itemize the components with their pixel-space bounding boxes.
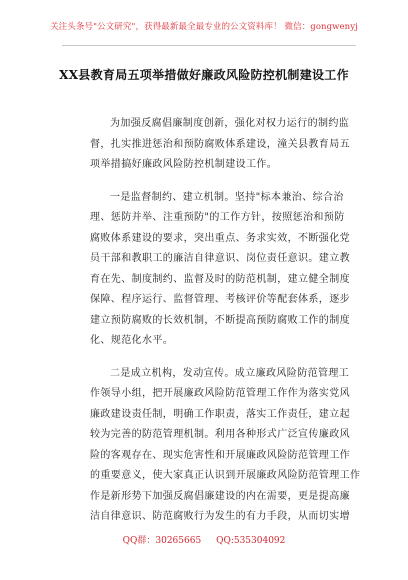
paragraph-line: 险的客观存在、现实危害性和开展廉政风险防范管理工作 [90,449,350,461]
paragraph-line: 育在先、制度制约、监督及时的防范机制，建立健全制度 [90,273,350,285]
paragraph-line: 化、规范化水平。 [90,335,174,346]
document-title: XX县教育局五项举措做好廉政风险防控机制建设工作 [59,68,349,82]
footer-qq-group: QQ群：30265665 [122,536,202,546]
footer-contact [0,533,408,546]
paragraph-line: 督，扎实推进惩治和预防腐败体系建设，潼关县教育局五 [90,138,350,150]
footer-qq: QQ:535304092 [216,536,286,546]
paragraph-line: 项举措搞好廉政风险防控机制建设工作。 [90,159,278,170]
header-divider [62,45,356,46]
paragraph-line: 二是成立机构，发动宣传。成立廉政风险防范管理工 [110,367,350,379]
paragraph [90,114,350,176]
document-body [90,114,361,540]
paragraph-line: 洁自律意识、防范腐败行为发生的有力手段，从而切实增 [90,511,350,522]
paragraph-line: 作领导小组，把开展廉政风险防范管理工作作为落实党风 [90,388,350,399]
paragraph-line: 为加强反腐倡廉制度创新，强化对权力运行的制约监 [110,118,350,129]
paragraph-line: 理、惩防并举、注重预防"的工作方针，按照惩治和预防 [90,212,345,223]
paragraph-line: 员干部和教职工的廉洁自律意识、岗位责任意识。建立教 [90,253,350,264]
paragraph-line: 建立预防腐败的长效机制，不断提高预防腐败工作的制度 [90,314,350,326]
paragraph-line: 廉政建设责任制，明确工作职责，落实工作责任，建立起 [90,408,350,420]
header-banner: 关注头条号"公文研究"，获得最新最全最专业的公文资料库！ 微信：gongwenyj [50,22,358,32]
paragraph [90,364,361,528]
paragraph-line: 作是新形势下加强反腐倡廉建设的内在需要，更是提高廉 [90,490,350,502]
paragraph-line: 的重要意义，使大家真正认识到开展廉政风险防范管理工作 [90,470,361,481]
paragraph [90,188,350,352]
paragraph-line: 较为完善的防范管理机制。利用各种形式广泛宣传廉政风 [90,429,350,440]
paragraph-line: 保障、程序运行、监督管理、考核评价等配套体系，逐步 [90,294,350,305]
paragraph-line: 腐败体系建设的要求，突出重点、务求实效，不断强化党 [90,232,350,244]
paragraph-line: 一是监督制约、建立机制。坚持"标本兼治、综合治 [110,191,344,203]
